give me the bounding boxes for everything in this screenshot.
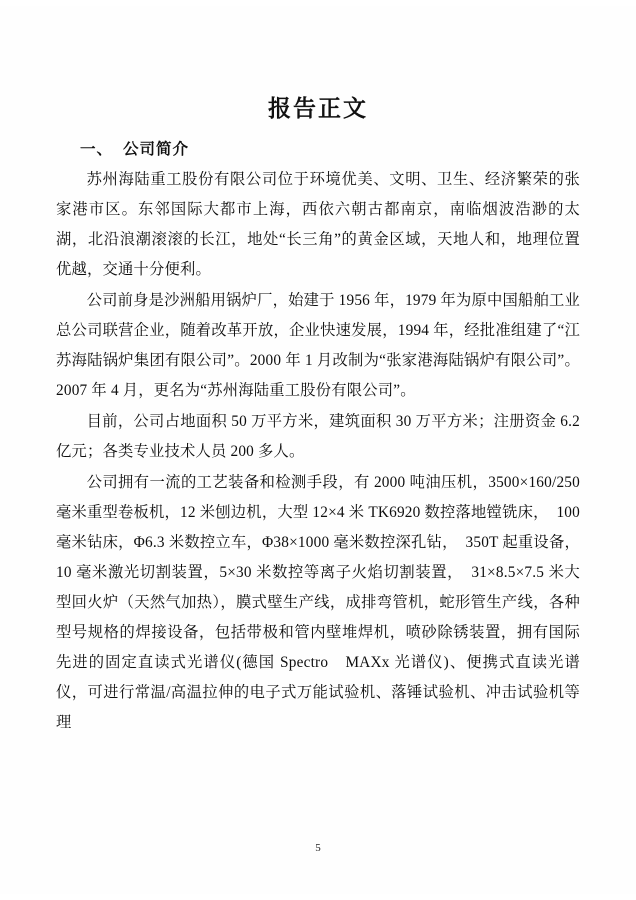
page-bottom-edge xyxy=(0,894,636,900)
page-number: 5 xyxy=(315,842,321,854)
paragraph-2: 公司前身是沙洲船用锅炉厂，始建于 1956 年，1979 年为原中国船舶工业总公司联营企业，随着改革开放，企业快速发展，1994 年，经批准组建了“江苏海陆锅炉集团有限公司”。2000 年 1 月改制为“张家港海陆锅炉有限公司”。2007 年 4 月，更名为“苏州海陆重工股份有限公司”。 xyxy=(56,292,580,399)
section-number: 一、 xyxy=(80,141,114,158)
paragraph-3: 目前，公司占地面积 50 万平方米，建筑面积 30 万平方米；注册资金 6.2 亿元；各类专业技术人员 200 多人。 xyxy=(56,413,580,460)
paragraph-1: 苏州海陆重工股份有限公司位于环境优美、文明、卫生、经济繁荣的张家港市区。东邻国际大都市上海，西依六朝古都南京，南临烟波浩渺的太湖，北沿浪潮滚滚的长江，地处“长三角”的黄金区域，天地人和，地理位置优越，交通十分便利。 xyxy=(56,171,580,278)
page-title: 报告正文 xyxy=(268,96,368,121)
section-label: 公司简介 xyxy=(123,141,190,158)
page-top-edge xyxy=(0,0,636,6)
section-heading xyxy=(56,137,580,159)
paragraph-4: 公司拥有一流的工艺装备和检测手段，有 2000 吨油压机，3500×160/250 毫米重型卷板机，12 米刨边机，大型 12×4 米 TK6920 数控落地镗铣床， 100 毫米钻床，Φ6.3 米数控立车，Φ38×1000 毫米数控深孔钻， 350T 起重设备，10 毫米激光切割装置，5×30 米数控等离子火焰切割装置， 31×8.5×7.5 米大型回火炉（天然气加热），膜式壁生产线，成排弯管机，蛇形管生产线，各种型号规格的焊接设备，包括带极和管内壁堆焊机，喷砂除锈装置，拥有国际先进的固定直读式光谱仪(德国 Spectro MAXx 光谱仪)、便携式直读光谱仪，可进行常温/高温拉伸的电子式万能试验机、落锤试验机、冲击试验机等理 xyxy=(56,474,580,731)
